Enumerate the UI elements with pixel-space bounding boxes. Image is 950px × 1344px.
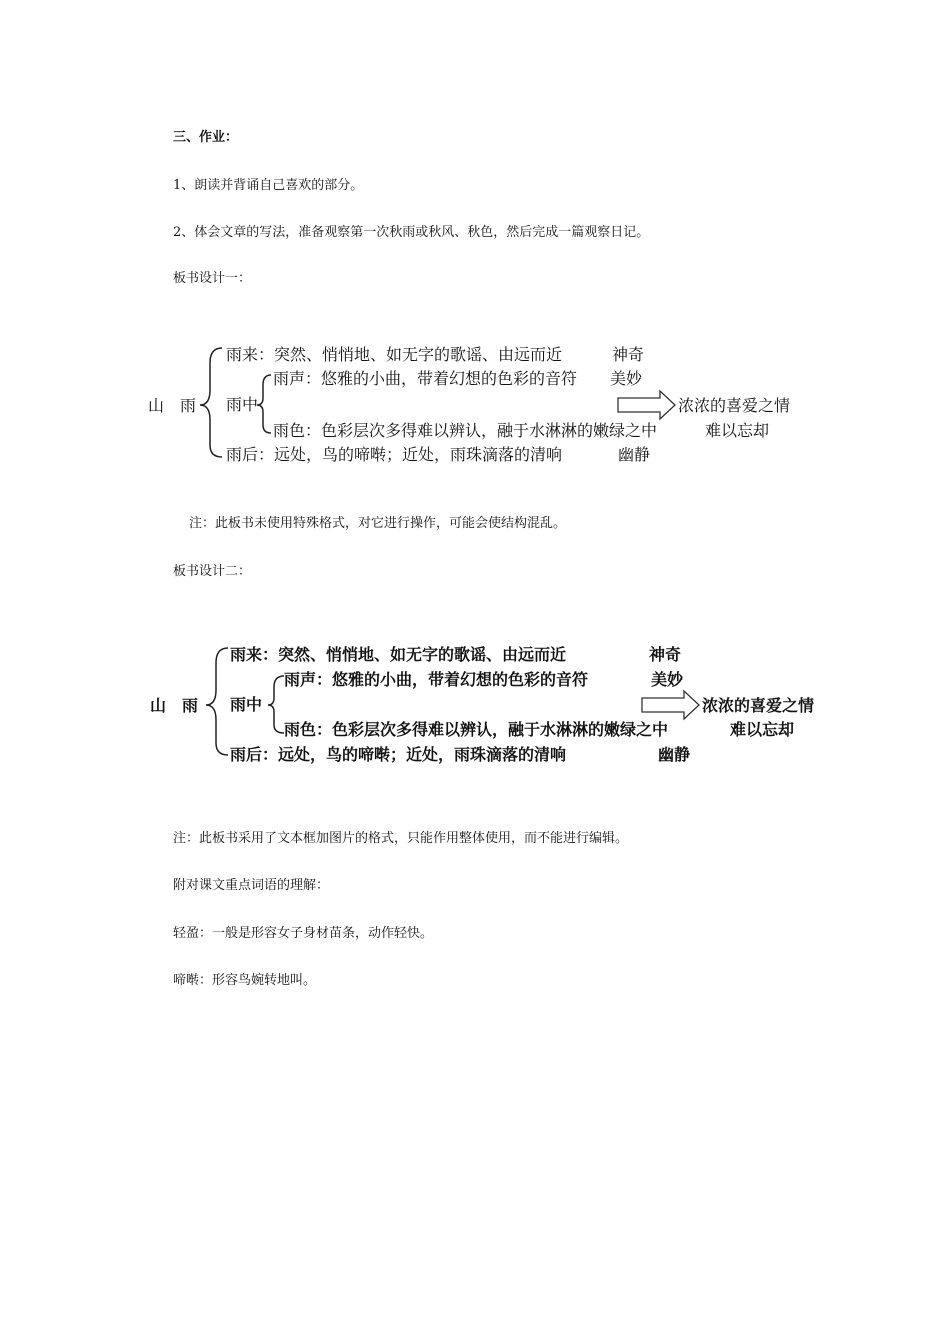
rain-color-word: 难以忘却 <box>705 421 770 440</box>
inner-brace <box>257 375 271 433</box>
rain-come-line: 雨来：突然、悄悄地、如无字的歌谣、由远而近 <box>226 345 563 364</box>
glossary-item-1: 轻盈：一般是形容女子身材苗条，动作轻快。 <box>173 926 434 941</box>
rain-after-line: 雨后：远处，鸟的啼啭；近处，雨珠滴落的清响 <box>226 445 563 464</box>
topic-label: 山 雨 <box>148 396 197 415</box>
board-design-2-title: 板书设计二： <box>173 564 252 579</box>
rain-color-line: 雨色：色彩层次多得难以辨认，融于水淋淋的嫩绿之中 <box>273 421 658 440</box>
board-design-1-title: 板书设计一： <box>173 271 252 286</box>
rain-middle-label-2: 雨中 <box>230 695 263 714</box>
rain-middle-label: 雨中 <box>226 395 259 414</box>
outer-brace-2 <box>206 648 228 755</box>
glossary-item-2: 啼啭：形容鸟婉转地叫。 <box>173 973 317 988</box>
rain-sound-line: 雨声：悠雅的小曲，带着幻想的色彩的音符 <box>273 369 578 388</box>
board-design-1-note: 注：此板书未使用特殊格式，对它进行操作，可能会使结构混乱。 <box>189 516 567 531</box>
homework-heading: 三、作业： <box>173 130 239 145</box>
rain-color-word-2: 难以忘却 <box>730 720 795 739</box>
homework-item-2: 2、体会文章的写法，准备观察第一次秋雨或秋风、秋色，然后完成一篇观察日记。 <box>173 225 650 240</box>
arrow-icon-2 <box>642 691 699 719</box>
topic-label-2: 山 雨 <box>150 696 199 715</box>
rain-sound-word-2: 美妙 <box>651 670 684 689</box>
board-design-2 <box>146 630 836 770</box>
rain-after-word-2: 幽静 <box>658 745 691 764</box>
board-design-2-note: 注：此板书采用了文本框加图片的格式，只能作用整体使用，而不能进行编辑。 <box>173 831 629 846</box>
outer-brace <box>200 348 222 457</box>
rain-come-word: 神奇 <box>612 345 645 364</box>
rain-sound-word: 美妙 <box>610 369 643 388</box>
homework-item-1: 1、朗读并背诵自己喜欢的部分。 <box>173 178 364 193</box>
arrow-icon <box>618 391 675 419</box>
glossary-heading: 附对课文重点词语的理解： <box>173 878 330 893</box>
inner-brace-2 <box>268 676 284 733</box>
emotion-text-2: 浓浓的喜爱之情 <box>702 696 815 715</box>
rain-after-word: 幽静 <box>618 445 651 464</box>
emotion-text: 浓浓的喜爱之情 <box>678 396 791 415</box>
rain-sound-line-2: 雨声：悠雅的小曲，带着幻想的色彩的音符 <box>284 670 589 689</box>
rain-come-line-2: 雨来：突然、悄悄地、如无字的歌谣、由远而近 <box>230 645 567 664</box>
rain-after-line-2: 雨后：远处，鸟的啼啭；近处，雨珠滴落的清响 <box>230 745 567 764</box>
rain-color-line-2: 雨色：色彩层次多得难以辨认，融于水淋淋的嫩绿之中 <box>284 720 669 739</box>
rain-come-word-2: 神奇 <box>649 645 682 664</box>
board-design-1 <box>140 335 820 470</box>
